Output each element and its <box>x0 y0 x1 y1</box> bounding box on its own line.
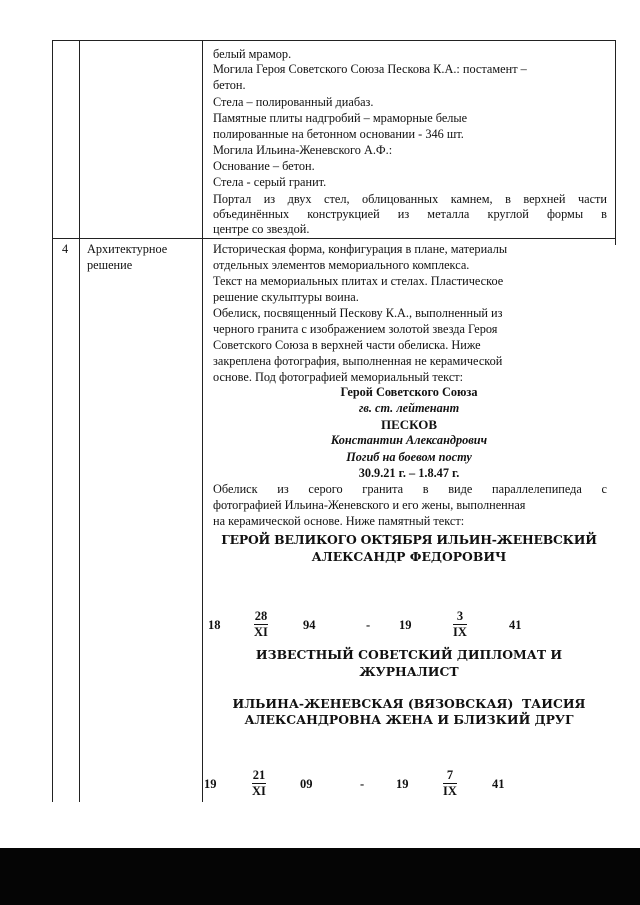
text-line: Обелиск из серого гранита в виде параллелепипеда с <box>213 482 607 496</box>
date-fraction <box>252 769 266 798</box>
date-month: XI <box>252 784 266 798</box>
text-line: Стела - серый гранит. <box>213 175 327 189</box>
text-line: на керамической основе. Ниже памятный текст: <box>213 514 465 528</box>
text-line: Памятные плиты надгробий – мраморные белые <box>213 111 468 125</box>
date-year: 94 <box>303 618 316 632</box>
date-century: 18 <box>208 618 221 632</box>
table-row-divider <box>52 238 616 239</box>
text-line: Стела – полированный диабаз. <box>213 95 374 109</box>
date-fraction <box>443 769 457 798</box>
date-day: 7 <box>446 768 454 782</box>
table-top-border <box>52 40 616 41</box>
text-line: отдельных элементов мемориального комплекса. <box>213 258 470 272</box>
inscription-line: ИЗВЕСТНЫЙ СОВЕТСКИЙ ДИПЛОМАТ И <box>255 647 563 662</box>
date-fraction <box>254 610 268 639</box>
inscription-dates: 30.9.21 г. – 1.8.47 г. <box>358 466 460 480</box>
text-line: полированные на бетонном основании - 346 шт. <box>213 127 464 141</box>
date-day: 21 <box>252 768 266 782</box>
text-line: закреплена фотография, выполненная не керамической <box>213 354 503 368</box>
text-line: Могила Героя Советского Союза Пескова К.А.: постамент – <box>213 62 527 76</box>
inscription-line: ЖУРНАЛИСТ <box>359 664 459 679</box>
text-line: черного гранита с изображением золотой звезда Героя <box>213 322 498 336</box>
row-title: Архитектурное <box>87 242 168 256</box>
table-left-border <box>52 40 53 802</box>
text-line: бетон. <box>213 78 246 92</box>
date-fraction <box>453 610 467 639</box>
date-day: 3 <box>456 609 464 623</box>
date-day: 28 <box>254 609 268 623</box>
inscription-line: ИЛЬИНА-ЖЕНЕВСКАЯ (ВЯЗОВСКАЯ) ТАИСИЯ <box>232 696 586 711</box>
text-line: Советского Союза в верхней части обелиска. Ниже <box>213 338 481 352</box>
text-line: Основание – бетон. <box>213 159 315 173</box>
table-col-divider-1 <box>79 40 80 802</box>
inscription-line: ГЕРОЙ ВЕЛИКОГО ОКТЯБРЯ ИЛЬИН-ЖЕНЕВСКИЙ <box>221 532 597 547</box>
row-number: 4 <box>62 242 69 256</box>
inscription-line: Константин Александрович <box>330 433 488 447</box>
table-right-border <box>615 40 616 245</box>
date-month: XI <box>254 625 268 639</box>
text-line: белый мрамор. <box>213 47 292 61</box>
date-century: 19 <box>204 777 217 791</box>
row-title: решение <box>87 258 133 272</box>
date-century: 19 <box>396 777 409 791</box>
date-year: 41 <box>492 777 505 791</box>
inscription-line: гв. ст. лейтенант <box>358 401 460 415</box>
date-dash: - <box>360 777 365 791</box>
inscription-line: Погиб на боевом посту <box>346 450 472 464</box>
text-line: решение скульптуры воина. <box>213 290 359 304</box>
text-line: основе. Под фотографией мемориальный текст: <box>213 370 464 384</box>
inscription-surname: ПЕСКОВ <box>380 417 438 432</box>
inscription-line: АЛЕКСАНДР ФЕДОРОВИЧ <box>311 549 507 564</box>
text-line: центре со звездой. <box>213 222 310 236</box>
text-line: Портал из двух стел, облицованных камнем, в верхней части <box>213 192 607 206</box>
date-dash: - <box>366 618 371 632</box>
date-year: 41 <box>509 618 522 632</box>
date-century: 19 <box>399 618 412 632</box>
date-year: 09 <box>300 777 313 791</box>
scan-edge <box>0 848 640 905</box>
text-line: Могила Ильина-Женевского А.Ф.: <box>213 143 393 157</box>
date-month: IX <box>453 625 467 639</box>
date-month: IX <box>443 784 457 798</box>
inscription-line: Герой Советского Союза <box>340 385 478 399</box>
text-line: объединённых конструкцией из металла круглой формы в <box>213 207 607 221</box>
inscription-line: АЛЕКСАНДРОВНА ЖЕНА И БЛИЗКИЙ ДРУГ <box>244 712 574 727</box>
text-line: Обелиск, посвященный Пескову К.А., выполненный из <box>213 306 503 320</box>
text-line: фотографией Ильина-Женевского и его жены, выполненная <box>213 498 526 512</box>
text-line: Текст на мемориальных плитах и стелах. Пластическое <box>213 274 504 288</box>
text-line: Историческая форма, конфигурация в плане, материалы <box>213 242 508 256</box>
